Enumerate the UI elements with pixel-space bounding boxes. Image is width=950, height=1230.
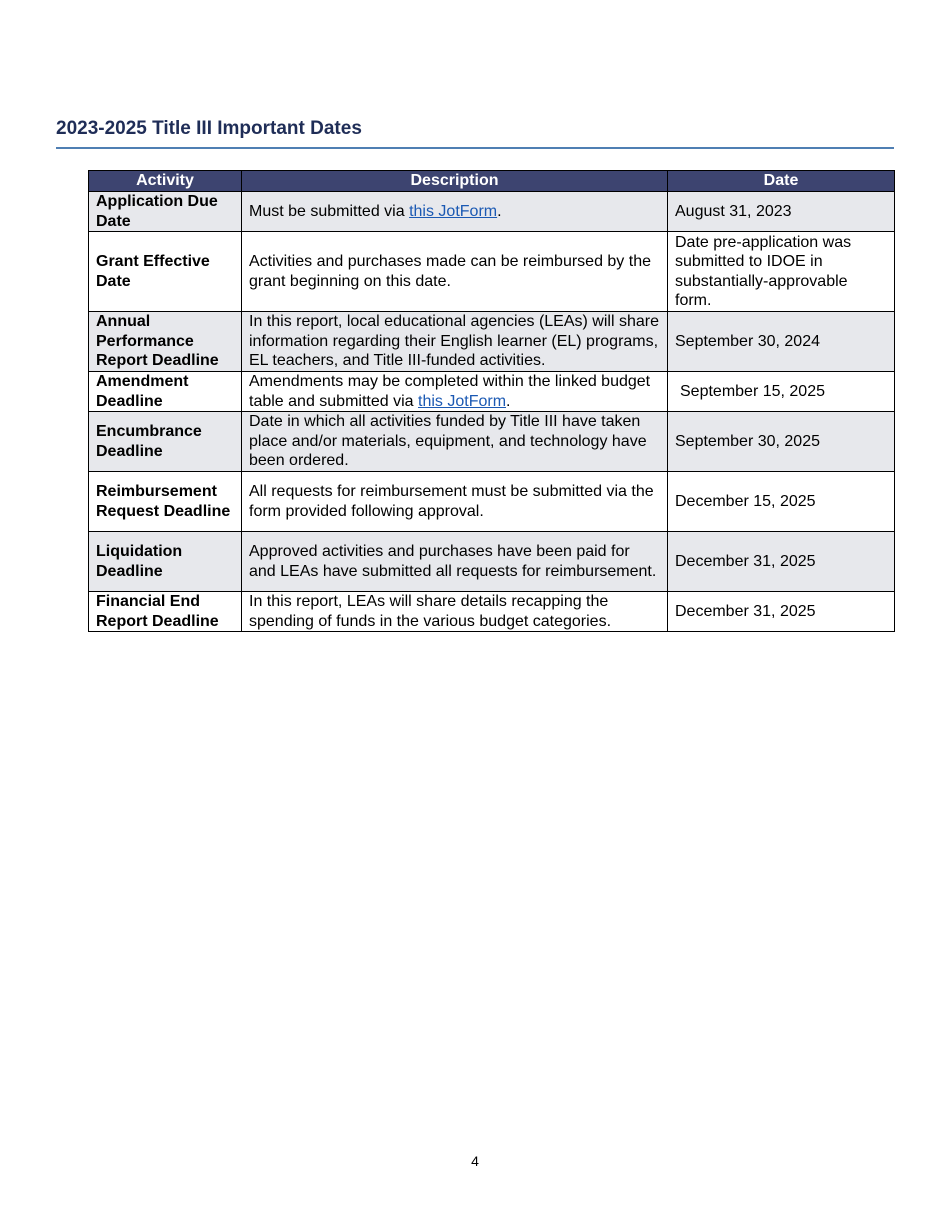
- date-cell: September 15, 2025: [668, 372, 895, 412]
- description-cell: Approved activities and purchases have been paid for and LEAs have submitted all requests for reimbursement.: [242, 532, 668, 592]
- description-cell: [242, 372, 668, 412]
- column-header-date: Date: [668, 171, 895, 192]
- activity-cell: Encumbrance Deadline: [89, 412, 242, 472]
- jotform-link[interactable]: this JotForm: [418, 392, 507, 410]
- description-cell: Date in which all activities funded by Title III have taken place and/or materials, equipment, and technology have been ordered.: [242, 412, 668, 472]
- date-cell: December 31, 2025: [668, 532, 895, 592]
- table-row: [89, 592, 895, 632]
- activity-cell: Application Due Date: [89, 192, 242, 232]
- date-cell: Date pre-application was submitted to IDOE in substantially-approvable form.: [668, 232, 895, 312]
- description-text: .: [506, 392, 511, 410]
- table-row: [89, 192, 895, 232]
- table-row: [89, 472, 895, 532]
- description-cell: In this report, LEAs will share details recapping the spending of funds in the various budget categories.: [242, 592, 668, 632]
- page-number: 4: [471, 1153, 479, 1169]
- date-cell: December 31, 2025: [668, 592, 895, 632]
- description-cell: [242, 192, 668, 232]
- description-text: Amendments may be completed within the linked budget table and submitted via: [249, 373, 651, 410]
- activity-cell: Reimbursement Request Deadline: [89, 472, 242, 532]
- column-header-description: Description: [242, 171, 668, 192]
- column-header-activity: Activity: [89, 171, 242, 192]
- activity-cell: Grant Effective Date: [89, 232, 242, 312]
- date-cell: August 31, 2023: [668, 192, 895, 232]
- table-row: [89, 312, 895, 372]
- table-row: [89, 532, 895, 592]
- date-cell: December 15, 2025: [668, 472, 895, 532]
- page-title: 2023-2025 Title III Important Dates: [56, 118, 362, 139]
- table-header-row: [89, 171, 895, 192]
- description-cell: Activities and purchases made can be reimbursed by the grant beginning on this date.: [242, 232, 668, 312]
- activity-cell: Amendment Deadline: [89, 372, 242, 412]
- date-cell: September 30, 2025: [668, 412, 895, 472]
- date-cell: September 30, 2024: [668, 312, 895, 372]
- table-row: [89, 412, 895, 472]
- heading-divider: [56, 147, 894, 149]
- table-row: [89, 372, 895, 412]
- jotform-link[interactable]: this JotForm: [409, 202, 498, 220]
- activity-cell: Annual Performance Report Deadline: [89, 312, 242, 372]
- description-cell: All requests for reimbursement must be submitted via the form provided following approval.: [242, 472, 668, 532]
- table-row: [89, 232, 895, 312]
- description-text: .: [497, 202, 502, 220]
- description-text: Must be submitted via: [249, 202, 410, 220]
- important-dates-table: [88, 170, 895, 632]
- activity-cell: Financial End Report Deadline: [89, 592, 242, 632]
- description-cell: In this report, local educational agencies (LEAs) will share information regarding their English learner (EL) programs, EL teachers, and Title III-funded activities.: [242, 312, 668, 372]
- activity-cell: Liquidation Deadline: [89, 532, 242, 592]
